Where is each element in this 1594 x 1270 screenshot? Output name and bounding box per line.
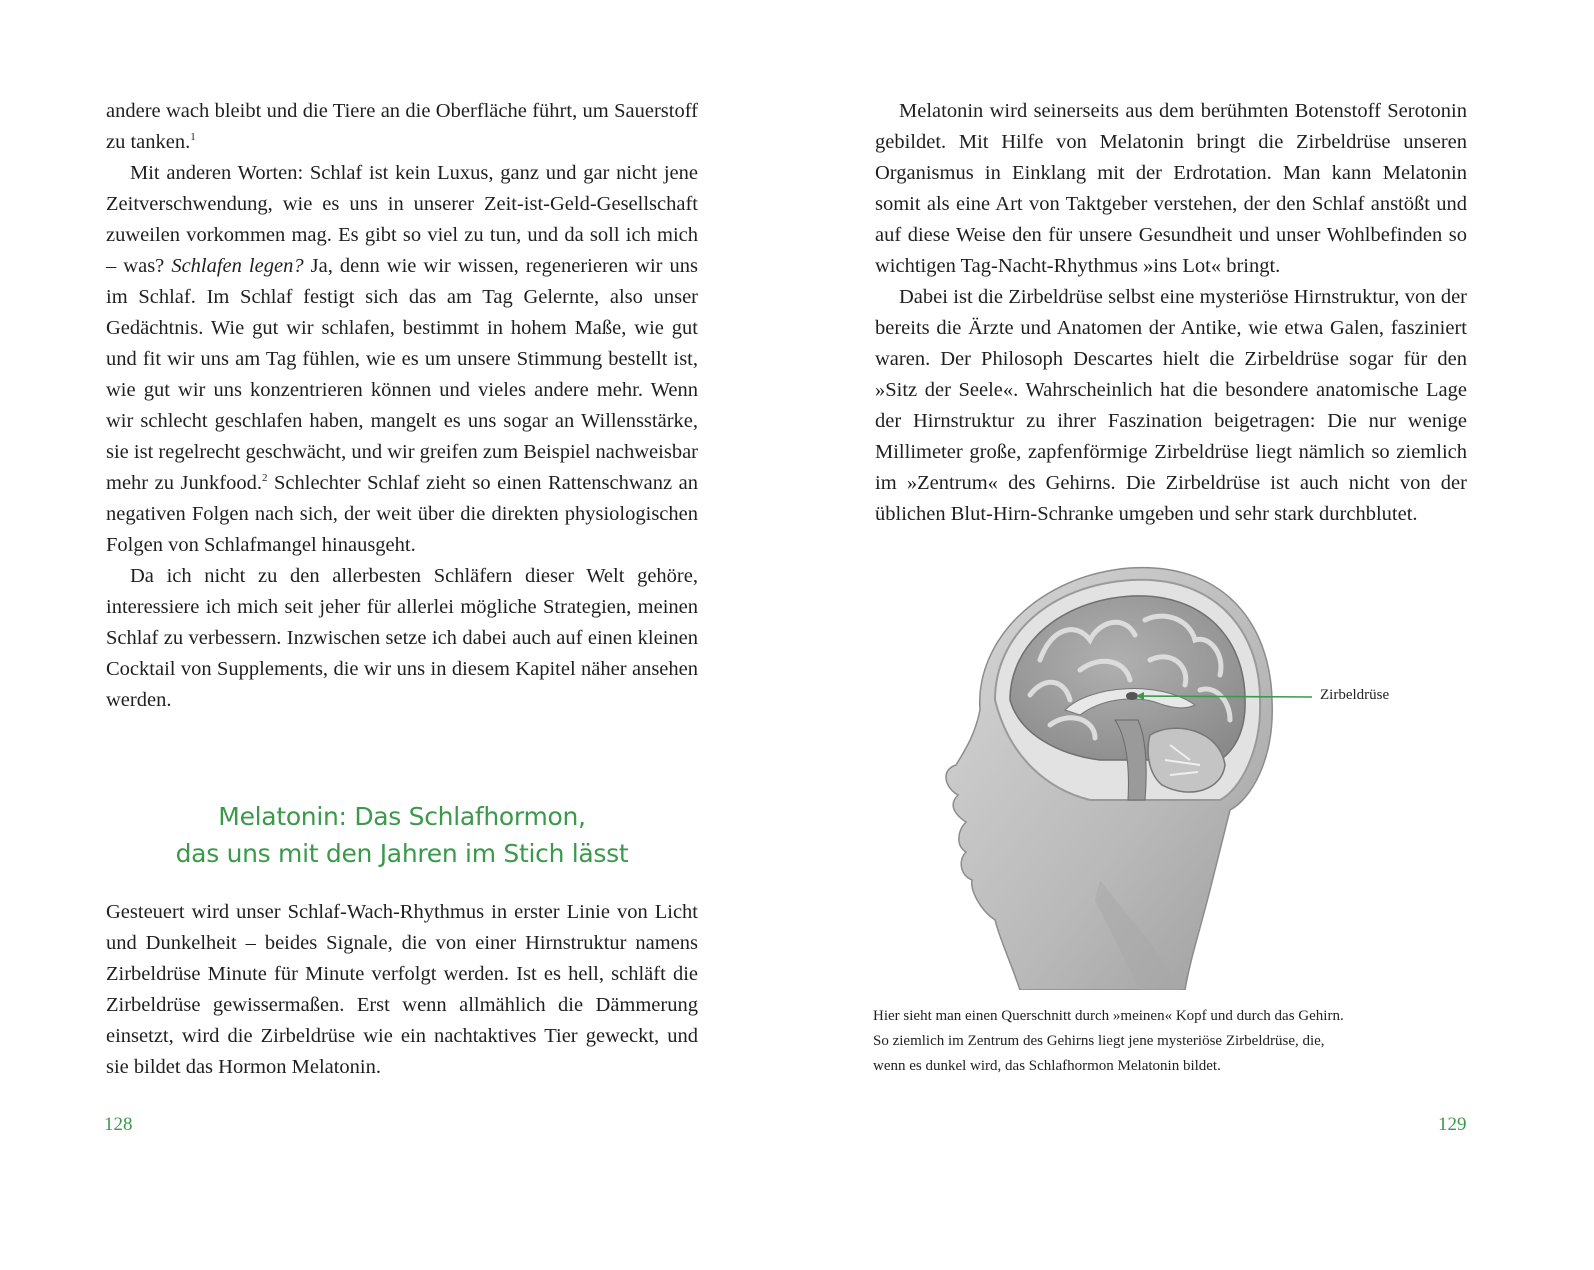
left-body-text-bottom <box>106 897 698 1083</box>
left-body-text-top <box>106 96 698 716</box>
paragraph: Dabei ist die Zirbeldrüse selbst eine mysteriöse Hirnstruktur, von der bereits die Ärzte und Anatomen der Antike, wie etwa Galen, fasziniert waren. Der Philosoph Descartes hielt die Zirbeldrüse sogar für den »Sitz der Seele«. Wahrscheinlich hat die besondere anatomische Lage der Hirnstruktur zu ihrer Faszination beigetragen: Die nur wenige Millimeter große, zapfenförmige Zirbeldrüse liegt nämlich so ziemlich im »Zentrum« des Gehirns. Die Zirbeldrüse ist auch nicht von der üblichen Blut-Hirn-Schranke umgeben und sehr stark durchblutet. <box>875 286 1467 525</box>
footnote-marker: 2 <box>261 472 268 484</box>
paragraph: Gesteuert wird unser Schlaf-Wach-Rhythmus in erster Linie von Licht und Dunkelheit – beides Signale, die von einer Hirnstruktur namens Zirbeldrüse Minute für Minute verfolgt werden. Ist es hell, schläft die Zirbeldrüse gewissermaßen. Erst wenn allmählich die Dämmerung einsetzt, wird die Zirbeldrüse wie ein nachtaktives Tier geweckt, und sie bildet das Hormon Melatonin. <box>106 901 698 1078</box>
italic-phrase: Schlafen legen? <box>171 255 304 277</box>
figure-label: Zirbeldrüse <box>1320 687 1390 703</box>
label-pointer-line <box>1138 696 1312 697</box>
caption-line: Hier sieht man einen Querschnitt durch »meinen« Kopf und durch das Gehirn. <box>873 1008 1344 1024</box>
footnote-marker: 1 <box>190 131 196 143</box>
page-number: 128 <box>104 1114 133 1135</box>
paragraph: Melatonin wird seinerseits aus dem berühmten Botenstoff Serotonin gebildet. Mit Hilfe von Melatonin bringt die Zirbeldrüse unseren Organismus in Einklang mit der Erdrotation. Man kann Melatonin somit als eine Art von Taktgeber verstehen, der den Schlaf anstößt und auf diese Weise den für unsere Gesundheit und unser Wohlbefinden so wichtigen Tag-Nacht-Rhythmus »ins Lot« bringt. <box>875 100 1467 277</box>
paragraph: andere wach bleibt und die Tiere an die Oberfläche führt, um Sauerstoff zu tanken.$^1$ <box>106 100 698 153</box>
heading-line: das uns mit den Jahren im Stich lässt <box>175 839 629 868</box>
paragraph: Da ich nicht zu den allerbesten Schläfern dieser Welt gehöre, interessiere ich mich seit jeher für allerlei mögliche Strategien, meinen Schlaf zu verbessern. Inzwischen setze ich dabei auch auf einen kleinen Cocktail von Supplements, die wir uns in diesem Kapitel näher ansehen werden. <box>106 565 698 711</box>
section-heading <box>106 798 698 872</box>
caption-line: wenn es dunkel wird, das Schlafhormon Melatonin bildet. <box>873 1058 1221 1074</box>
caption-line: So ziemlich im Zentrum des Gehirns liegt jene mysteriöse Zirbeldrüse, die, <box>873 1033 1325 1049</box>
paragraph: Mit anderen Worten: Schlaf ist kein Luxus, ganz und gar nicht jene Zeitverschwendung, wie es uns in unserer Zeit-ist-Geld-Gesellschaft zuweilen vorkommen mag. Es gibt so viel zu tun, und da soll ich mich – was? Schlafen legen? Ja, denn wie wir wissen, regenerieren wir uns im Schlaf. Im Schlaf festigt sich das am Tag Gelernte, also unser Gedächtnis. Wie gut wir schlafen, bestimmt in hohem Maße, wie gut und fit wir uns am Tag fühlen, wie es um unsere Stimmung bestellt ist, wie gut wir uns konzentrieren können und vieles andere mehr. Wenn wir schlecht geschlafen haben, mangelt es uns sogar an Willensstärke, sie ist regelrecht geschwächt, und wir greifen zum Beispiel nachweisbar mehr zu Junkfood.$^2$ Schlechter Schlaf zieht so einen Rattenschwanz an negativen Folgen nach sich, der weit über die direkten physiologischen Folgen von Schlafmangel hinausgeht. <box>106 162 699 556</box>
page-number: 129 <box>1438 1114 1467 1135</box>
brain-cross-section-illustration <box>900 560 1460 990</box>
right-body-text <box>875 96 1467 530</box>
figure-caption <box>873 1004 1473 1079</box>
heading-line: Melatonin: Das Schlafhormon, <box>218 802 586 831</box>
